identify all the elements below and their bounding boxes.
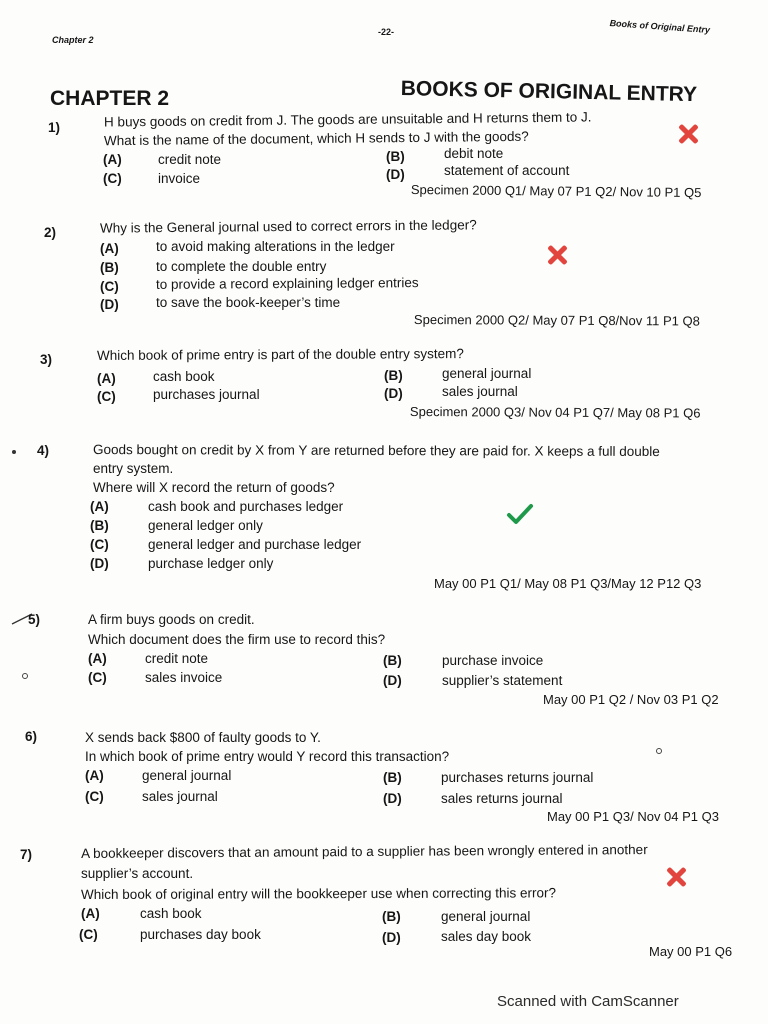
option-label: (C) [79, 927, 98, 942]
option-label: (D) [383, 673, 402, 688]
question-text-line: Goods bought on credit by X from Y are returned before they are paid for. X keeps a full double [92, 442, 660, 459]
option-text: purchases journal [153, 387, 260, 402]
question-number: 7) [20, 847, 33, 862]
option-label: (C) [103, 171, 122, 186]
option-text: to complete the double entry [156, 259, 327, 274]
question-text-line: entry system. [93, 461, 174, 476]
option-text: sales invoice [145, 670, 223, 685]
source-reference: May 00 P1 Q1/ May 08 P1 Q3/May 12 P12 Q3 [434, 576, 702, 591]
option-text: supplier’s statement [442, 673, 563, 688]
page-number: -22- [378, 27, 395, 37]
option-text: general ledger and purchase ledger [148, 537, 362, 552]
source-reference: May 00 P1 Q2 / Nov 03 P1 Q2 [543, 692, 719, 707]
scan-speck [22, 673, 28, 679]
option-label: (B) [100, 260, 119, 275]
option-label: (A) [88, 651, 107, 666]
option-label: (B) [386, 149, 405, 164]
question-number: 5) [28, 612, 41, 627]
chapter-heading: CHAPTER 2 [50, 87, 170, 110]
check-icon [506, 502, 534, 526]
question-number: 2) [44, 225, 57, 240]
question-text-line: A firm buys goods on credit. [88, 612, 255, 627]
option-text: to save the book-keeper’s time [156, 295, 341, 310]
question-text-line: Which document does the firm use to record this? [88, 632, 386, 647]
question-text-line: Which book of prime entry is part of the double entry system? [96, 346, 464, 363]
option-text: to avoid making alterations in the ledger [156, 239, 395, 254]
option-text: invoice [158, 171, 201, 186]
question-text-line: H buys goods on credit from J. The goods are unsuitable and H returns them to J. [103, 109, 592, 130]
question-text-line: X sends back $800 of faulty goods to Y. [85, 730, 321, 745]
option-text: general ledger only [148, 518, 263, 533]
option-label: (A) [85, 768, 104, 783]
option-label: (B) [384, 368, 403, 383]
source-reference: May 00 P1 Q3/ Nov 04 P1 Q3 [547, 809, 719, 824]
option-label: (C) [88, 670, 107, 685]
option-label: (B) [90, 518, 109, 533]
option-text: purchases day book [140, 927, 261, 942]
option-label: (A) [97, 371, 116, 386]
question-text-line: In which book of prime entry would Y record this transaction? [85, 749, 450, 764]
question-text-line: supplier’s account. [81, 866, 194, 881]
question-number: 4) [37, 443, 50, 458]
question-text-line: Why is the General journal used to correct errors in the ledger? [99, 217, 477, 236]
option-label: (B) [383, 770, 402, 785]
option-label: (C) [97, 389, 116, 404]
option-label: (C) [100, 279, 119, 294]
option-label: (D) [383, 791, 402, 806]
option-text: purchase invoice [442, 653, 544, 668]
option-text: cash book and purchases ledger [148, 499, 344, 514]
question-number: 1) [48, 120, 61, 135]
option-text: to provide a record explaining ledger entries [155, 275, 419, 292]
source-reference: May 00 P1 Q6 [649, 944, 733, 959]
option-text: sales returns journal [441, 791, 563, 806]
option-text: debit note [444, 146, 504, 161]
cross-icon [545, 243, 569, 267]
option-label: (C) [90, 537, 109, 552]
option-label: (B) [383, 653, 402, 668]
option-label: (A) [81, 906, 100, 921]
option-text: statement of account [444, 163, 570, 178]
question-number: 6) [25, 729, 38, 744]
option-label: (A) [90, 499, 109, 514]
cross-icon [664, 865, 688, 889]
scanner-watermark: Scanned with CamScanner [497, 993, 679, 1010]
running-header-right: Books of Original Entry [609, 18, 711, 35]
option-label: (D) [384, 386, 403, 401]
question-text-line: Which book of original entry will the bookkeeper use when correcting this error? [81, 885, 557, 902]
option-text: cash book [140, 906, 202, 921]
option-text: general journal [442, 366, 532, 381]
option-label: (D) [100, 297, 119, 312]
option-text: purchases returns journal [441, 770, 594, 785]
option-text: credit note [158, 152, 222, 167]
running-header-left: Chapter 2 [52, 35, 94, 45]
question-text-line: Where will X record the return of goods? [93, 480, 335, 495]
option-label: (D) [382, 930, 401, 945]
option-text: sales journal [442, 384, 518, 399]
source-reference: Specimen 2000 Q1/ May 07 P1 Q2/ Nov 10 P1 Q5 [410, 182, 702, 201]
question-number: 3) [40, 352, 53, 367]
source-reference: Specimen 2000 Q3/ Nov 04 P1 Q7/ May 08 P1 Q6 [409, 404, 701, 421]
scan-speck [656, 748, 662, 754]
cross-icon [676, 122, 700, 146]
option-label: (D) [386, 167, 405, 182]
source-reference: Specimen 2000 Q2/ May 07 P1 Q8/Nov 11 P1 Q8 [413, 312, 700, 329]
option-text: sales journal [142, 789, 218, 804]
option-text: purchase ledger only [148, 556, 274, 571]
option-text: sales day book [441, 929, 532, 944]
option-text: cash book [153, 369, 215, 384]
question-text-line: A bookkeeper discovers that an amount paid to a supplier has been wrongly entered in another [81, 842, 648, 861]
option-text: credit note [145, 651, 209, 666]
option-label: (B) [382, 909, 401, 924]
option-label: (C) [85, 789, 104, 804]
option-text: general journal [441, 909, 531, 924]
question-text-line: What is the name of the document, which H sends to J with the goods? [103, 128, 529, 149]
chapter-title: BOOKS OF ORIGINAL ENTRY [400, 77, 698, 107]
scan-speck [12, 450, 16, 454]
option-text: general journal [142, 768, 232, 783]
option-label: (A) [100, 241, 119, 256]
option-label: (D) [90, 556, 109, 571]
option-label: (A) [103, 152, 122, 167]
